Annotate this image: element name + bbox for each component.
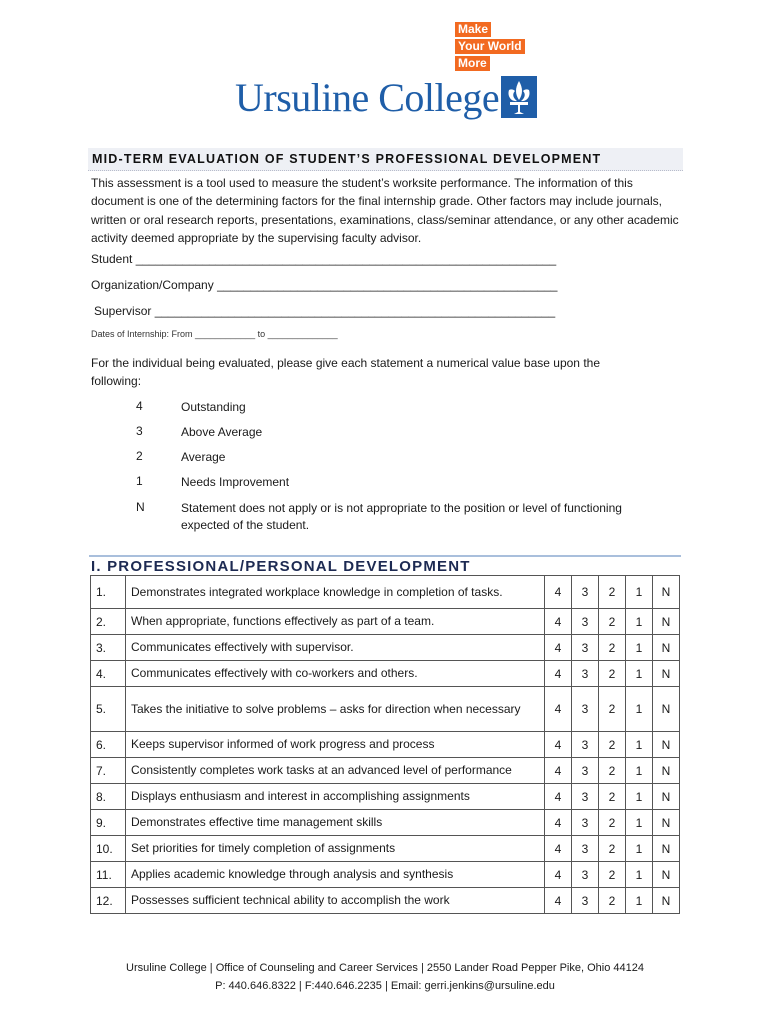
internship-dates-field[interactable]: Dates of Internship: From ____________ to ______________ (91, 329, 338, 339)
rating-option-n[interactable]: N (653, 836, 680, 862)
scale-value-4: 4 (136, 399, 143, 413)
item-statement: Keeps supervisor informed of work progress and process (126, 732, 545, 758)
item-statement: Possesses sufficient technical ability to accomplish the work (126, 888, 545, 914)
table-row (91, 836, 680, 862)
footer-contact: P: 440.646.8322 | F:440.646.2235 | Email: gerri.jenkins@ursuline.edu (215, 980, 555, 992)
table-row (91, 609, 680, 635)
rating-option-4[interactable]: 4 (545, 784, 572, 810)
rating-option-1[interactable]: 1 (626, 732, 653, 758)
table-row (91, 576, 680, 609)
table-row (91, 758, 680, 784)
table-row (91, 635, 680, 661)
item-statement: Communicates effectively with supervisor. (126, 635, 545, 661)
rating-option-3[interactable]: 3 (572, 609, 599, 635)
form-title: MID-TERM EVALUATION OF STUDENT’S PROFESSIONAL DEVELOPMENT (92, 152, 602, 166)
rating-option-n[interactable]: N (653, 888, 680, 914)
item-statement: Demonstrates integrated workplace knowledge in completion of tasks. (126, 576, 545, 609)
rating-option-1[interactable]: 1 (626, 862, 653, 888)
tagline-line-1: Make (455, 22, 491, 37)
rating-option-n[interactable]: N (653, 810, 680, 836)
rating-option-n[interactable]: N (653, 635, 680, 661)
rating-option-4[interactable]: 4 (545, 732, 572, 758)
item-number: 3. (91, 635, 126, 661)
rating-option-4[interactable]: 4 (545, 758, 572, 784)
scale-value-3: 3 (136, 424, 143, 438)
rating-option-1[interactable]: 1 (626, 836, 653, 862)
rating-option-3[interactable]: 3 (572, 862, 599, 888)
scale-label-3: Above Average (181, 425, 263, 439)
rating-option-1[interactable]: 1 (626, 784, 653, 810)
rating-option-n[interactable]: N (653, 732, 680, 758)
item-number: 6. (91, 732, 126, 758)
footer-address: Ursuline College | Office of Counseling and Career Services | 2550 Lander Road Pepper Pike, Ohio 44124 (126, 962, 644, 974)
item-statement: Demonstrates effective time management skills (126, 810, 545, 836)
rating-option-n[interactable]: N (653, 784, 680, 810)
rating-option-3[interactable]: 3 (572, 758, 599, 784)
logo-wordmark: Ursuline College (235, 75, 500, 120)
table-row (91, 687, 680, 732)
rating-option-3[interactable]: 3 (572, 836, 599, 862)
organization-field[interactable]: Organization/Company ___________________________________________________ (91, 278, 558, 292)
scale-value-2: 2 (136, 449, 143, 463)
rating-option-4[interactable]: 4 (545, 862, 572, 888)
rating-option-4[interactable]: 4 (545, 836, 572, 862)
item-number: 8. (91, 784, 126, 810)
rating-option-4[interactable]: 4 (545, 609, 572, 635)
item-number: 9. (91, 810, 126, 836)
evaluation-table (90, 575, 680, 914)
scale-value-1: 1 (136, 474, 143, 488)
rating-option-n[interactable]: N (653, 862, 680, 888)
rating-option-1[interactable]: 1 (626, 687, 653, 732)
item-number: 1. (91, 576, 126, 609)
rating-option-1[interactable]: 1 (626, 635, 653, 661)
item-number: 12. (91, 888, 126, 914)
rating-option-2[interactable]: 2 (599, 661, 626, 687)
rating-option-4[interactable]: 4 (545, 576, 572, 609)
rating-option-n[interactable]: N (653, 661, 680, 687)
item-number: 10. (91, 836, 126, 862)
college-logo (235, 22, 535, 122)
supervisor-field[interactable]: Supervisor ____________________________________________________________ (94, 304, 556, 318)
item-statement: Applies academic knowledge through analysis and synthesis (126, 862, 545, 888)
table-row (91, 784, 680, 810)
rating-option-2[interactable]: 2 (599, 888, 626, 914)
item-number: 7. (91, 758, 126, 784)
rating-option-4[interactable]: 4 (545, 661, 572, 687)
rating-option-n[interactable]: N (653, 576, 680, 609)
rating-option-3[interactable]: 3 (572, 732, 599, 758)
rating-option-1[interactable]: 1 (626, 758, 653, 784)
rating-option-n[interactable]: N (653, 758, 680, 784)
logo-tagline (455, 22, 525, 73)
item-statement: Set priorities for timely completion of assignments (126, 836, 545, 862)
rating-option-3[interactable]: 3 (572, 576, 599, 609)
intro-paragraph: This assessment is a tool used to measure the student’s worksite performance. The information of this document is one of the determining factors for the final internship grade. Other factors may include journals, written or oral research reports, presentations, examinations, class/seminar attendance, or any other academic activity deemed appropriate by the supervising faculty advisor. (91, 176, 679, 246)
rating-option-4[interactable]: 4 (545, 888, 572, 914)
rating-instructions: For the individual being evaluated, please give each statement a numerical value base upon the following: (91, 356, 600, 389)
rating-option-3[interactable]: 3 (572, 784, 599, 810)
item-number: 4. (91, 661, 126, 687)
rating-option-3[interactable]: 3 (572, 687, 599, 732)
rating-option-n[interactable]: N (653, 687, 680, 732)
section-title: I. PROFESSIONAL/PERSONAL DEVELOPMENT (91, 558, 471, 575)
item-statement: Displays enthusiasm and interest in accomplishing assignments (126, 784, 545, 810)
rating-option-3[interactable]: 3 (572, 888, 599, 914)
rating-option-2[interactable]: 2 (599, 836, 626, 862)
rating-option-2[interactable]: 2 (599, 609, 626, 635)
item-number: 5. (91, 687, 126, 732)
rating-option-4[interactable]: 4 (545, 687, 572, 732)
rating-option-3[interactable]: 3 (572, 810, 599, 836)
tagline-line-3: More (455, 56, 490, 71)
item-number: 2. (91, 609, 126, 635)
scale-label-4: Outstanding (181, 400, 246, 414)
scale-value-n: N (136, 500, 145, 514)
rating-option-1[interactable]: 1 (626, 576, 653, 609)
student-field[interactable]: Student _______________________________________________________________ (91, 252, 557, 266)
scale-label-1: Needs Improvement (181, 475, 290, 489)
table-row (91, 888, 680, 914)
item-statement: Takes the initiative to solve problems – asks for direction when necessary (126, 687, 545, 732)
item-number: 11. (91, 862, 126, 888)
rating-option-2[interactable]: 2 (599, 635, 626, 661)
table-row (91, 810, 680, 836)
rating-option-2[interactable]: 2 (599, 758, 626, 784)
tagline-line-2: Your World (455, 39, 525, 54)
rating-option-1[interactable]: 1 (626, 888, 653, 914)
rating-option-1[interactable]: 1 (626, 609, 653, 635)
scale-label-2: Average (181, 450, 226, 464)
rating-option-3[interactable]: 3 (572, 661, 599, 687)
rating-option-4[interactable]: 4 (545, 635, 572, 661)
rating-option-2[interactable]: 2 (599, 687, 626, 732)
table-row (91, 661, 680, 687)
rating-option-1[interactable]: 1 (626, 810, 653, 836)
rating-option-2[interactable]: 2 (599, 732, 626, 758)
item-statement: Communicates effectively with co-workers and others. (126, 661, 545, 687)
rating-option-2[interactable]: 2 (599, 576, 626, 609)
table-row (91, 862, 680, 888)
rating-option-4[interactable]: 4 (545, 810, 572, 836)
table-row (91, 732, 680, 758)
item-statement: When appropriate, functions effectively as part of a team. (126, 609, 545, 635)
rating-option-2[interactable]: 2 (599, 784, 626, 810)
fleur-de-lis-icon (501, 76, 537, 118)
rating-option-2[interactable]: 2 (599, 862, 626, 888)
rating-option-2[interactable]: 2 (599, 810, 626, 836)
rating-option-1[interactable]: 1 (626, 661, 653, 687)
rating-option-3[interactable]: 3 (572, 635, 599, 661)
scale-label-n: Statement does not apply or is not appropriate to the position or level of functioning expected of the student. (181, 501, 622, 532)
item-statement: Consistently completes work tasks at an advanced level of performance (126, 758, 545, 784)
rating-option-n[interactable]: N (653, 609, 680, 635)
form-title-bar (88, 148, 683, 171)
section-header (89, 555, 681, 577)
